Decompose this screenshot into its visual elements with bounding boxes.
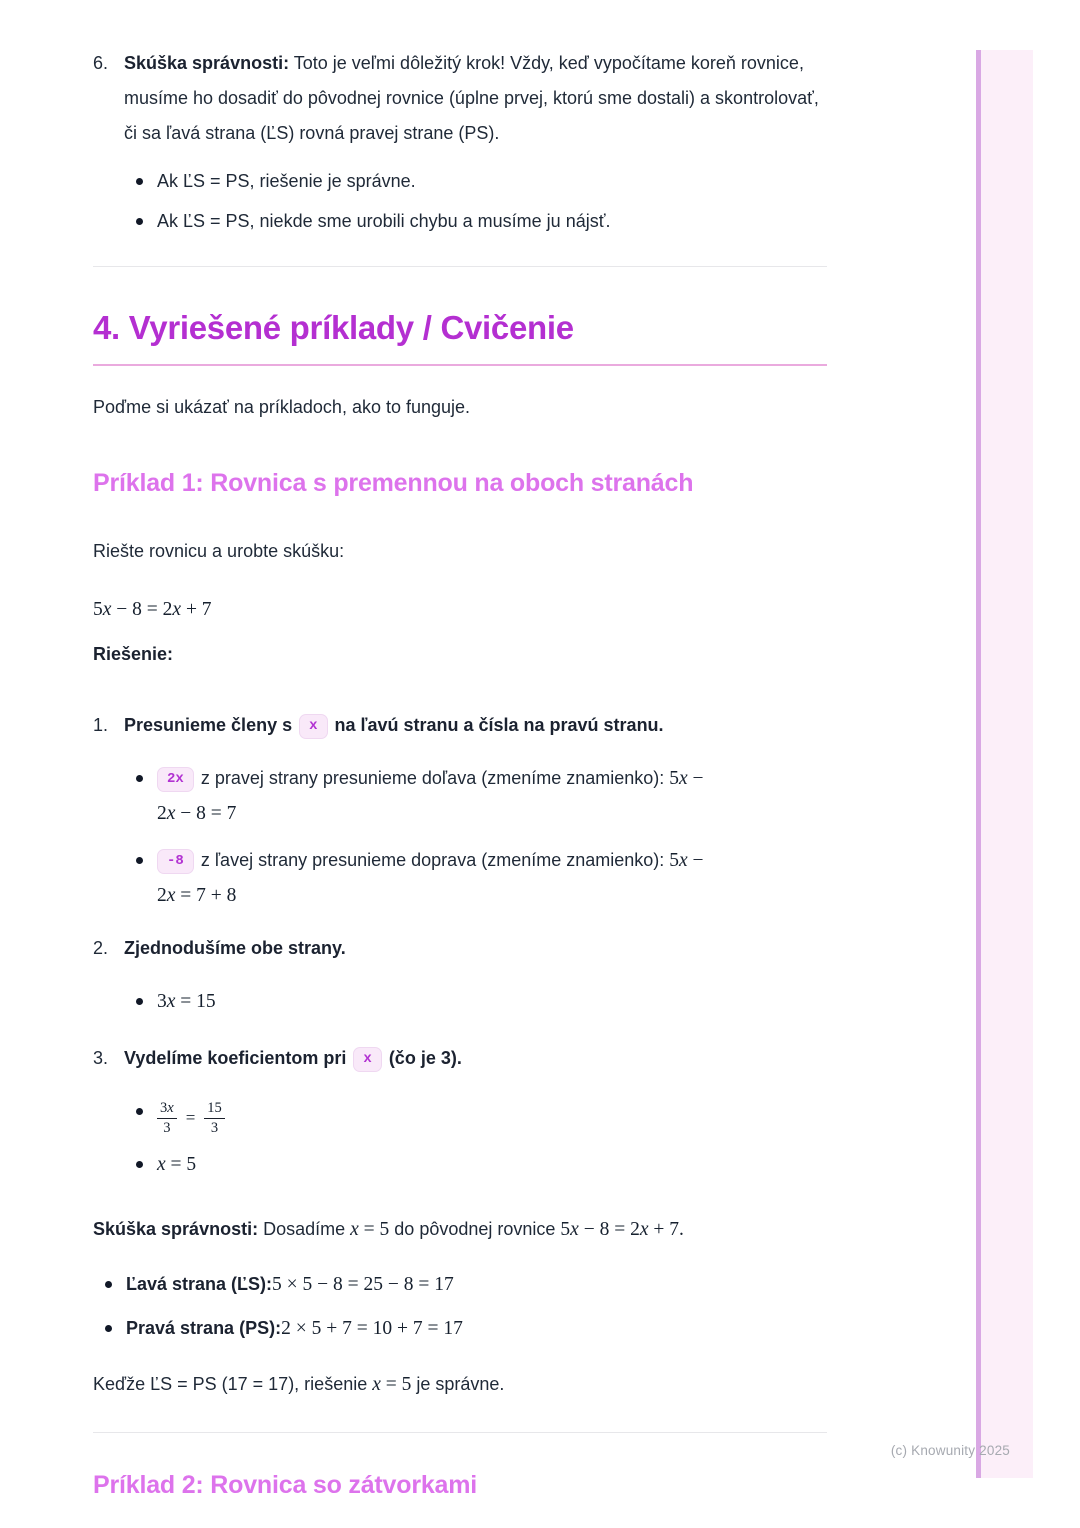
step3-heading: Vydelíme koeficientom pri x (čo je 3). [124, 1041, 827, 1076]
copyright-credit: (c) Knowunity 2025 [890, 1443, 1010, 1458]
solution-label: Riešenie: [93, 644, 174, 664]
list-item-number: 6. [93, 53, 109, 73]
term-chip: -8 [157, 849, 194, 874]
step-body [124, 1041, 827, 1182]
equation-math: 5x − 8 = 2x + 7 [93, 599, 212, 620]
list-item [124, 761, 827, 831]
section-title-underline [93, 364, 827, 366]
check-label: Skúška správnosti: [93, 1219, 259, 1239]
list-item [124, 843, 827, 913]
step-1 [93, 708, 827, 913]
check-text: Toto je veľmi dôležitý krok! Vždy, keď vypočítame koreň rovnice, musíme ho dosadiť do pôvodnej rovnice (úplne prvej, ktorú sme dostali) a skontrolovať, či sa ľavá strana (ĽS) rovná pravej strane (PS). [124, 53, 819, 143]
section-intro: Poďme si ukázať na príkladoch, ako to funguje. [93, 397, 471, 417]
check-label: Skúška správnosti: [124, 53, 290, 73]
list-item: 3x = 15 [124, 984, 827, 1019]
page-accent-bar [976, 50, 1033, 1478]
step-3 [93, 1041, 827, 1182]
step-number: 2. [93, 938, 109, 958]
list-item: Ak ĽS = PS, niekde sme urobili chybu a musíme ju nájsť. [124, 204, 827, 239]
bullet-math-continuation: 2x = 7 + 8 [157, 885, 237, 906]
example1-prompt: Riešte rovnicu a urobte skúšku: [93, 541, 345, 561]
list-item: Ľavá strana (ĽS):5 × 5 − 8 = 25 − 8 = 17 [93, 1267, 827, 1302]
check-paragraph: Skúška správnosti: Dosadíme x = 5 do pôvodnej rovnice 5x − 8 = 2x + 7. [93, 1219, 684, 1240]
step-number: 3. [93, 1048, 109, 1068]
step3-bullet-list [124, 1094, 827, 1182]
step1-heading: Presunieme členy s x na ľavú stranu a čísla na pravú stranu. [124, 708, 827, 743]
step2-heading: Zjednodušíme obe strany. [124, 938, 346, 958]
example1-title: Príklad 1: Rovnica s premennou na oboch stranách [93, 469, 694, 497]
step-number: 1. [93, 715, 109, 735]
bullet-text: z ľavej strany presunieme doprava (zmeníme znamienko): [200, 850, 665, 870]
list-item: Ak ĽS = PS, riešenie je správne. [124, 164, 827, 199]
fraction-left: $\frac{3x}{3}$ [157, 1100, 177, 1137]
fraction-equals: = [185, 1108, 196, 1128]
variable-chip: x [299, 714, 327, 739]
check-sides-list [93, 1267, 827, 1346]
side-label: Pravá strana (PS): [126, 1318, 282, 1338]
list-item-6 [93, 46, 827, 239]
bullet-math-start: 5x − [669, 768, 704, 789]
variable-chip: x [353, 1047, 381, 1072]
list-item-body [124, 46, 827, 239]
example2-title: Príklad 2: Rovnica so zátvorkami [93, 1471, 478, 1499]
fraction-right: $\frac{15}{3}$ [204, 1100, 225, 1137]
divider [93, 266, 827, 267]
step-body [124, 931, 827, 1019]
side-label: Ľavá strana (ĽS): [126, 1274, 273, 1294]
list-item: Pravá strana (PS):2 × 5 + 7 = 10 + 7 = 17 [93, 1311, 827, 1346]
bullet-text: z pravej strany presunieme doľava (zmeníme znamienko): [200, 768, 665, 788]
list-item: x = 5 [124, 1147, 827, 1182]
list-item [124, 1094, 827, 1137]
check-importance-paragraph [124, 46, 827, 151]
bullet-math-start: 5x − [669, 850, 704, 871]
step-2 [93, 931, 827, 1019]
document-content [93, 0, 827, 1501]
step1-bullet-list [124, 761, 827, 913]
step-body [124, 708, 827, 913]
bullet-math-continuation: 2x − 8 = 7 [157, 803, 237, 824]
step2-bullet-list [124, 984, 827, 1019]
section-title: 4. Vyriešené príklady / Cvičenie [93, 309, 574, 346]
conclusion-paragraph: Keďže ĽS = PS (17 = 17), riešenie x = 5 je správne. [93, 1374, 505, 1395]
check-bullet-list [124, 164, 827, 239]
divider [93, 1432, 827, 1433]
example1-equation [93, 592, 827, 627]
term-chip: 2x [157, 767, 194, 792]
